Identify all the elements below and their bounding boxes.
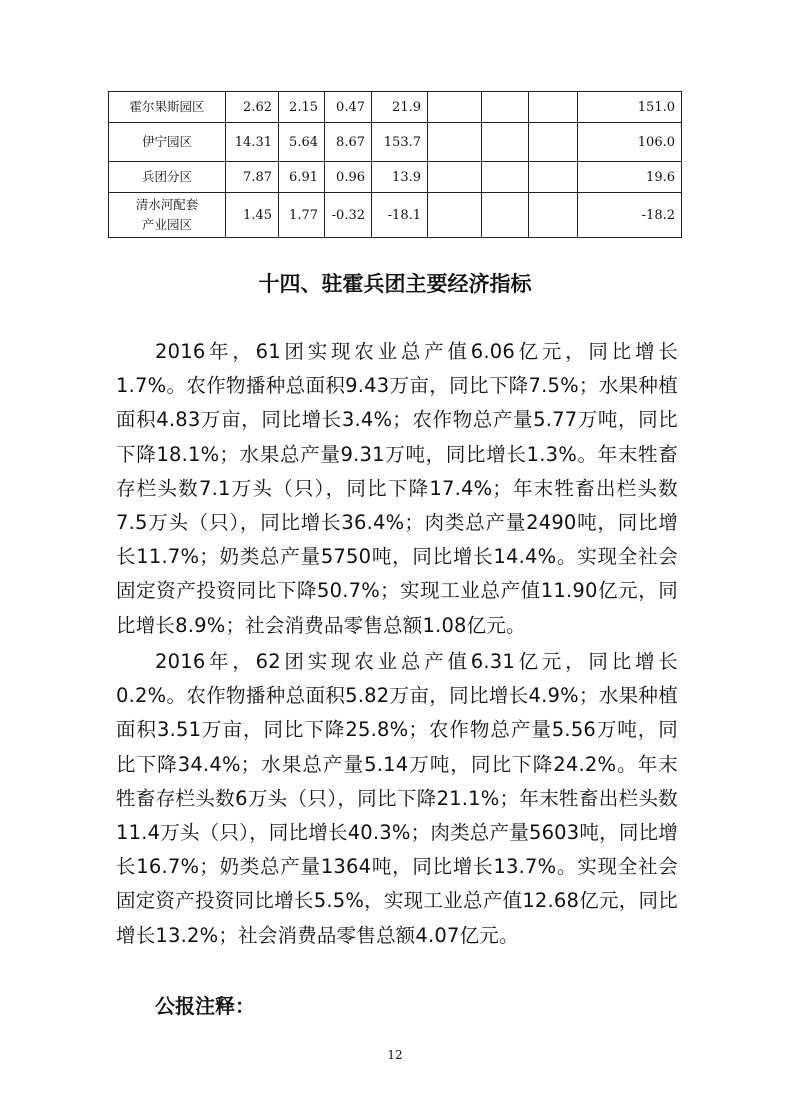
table-cell: -0.32: [325, 193, 372, 238]
section-title: 十四、驻霍兵团主要经济指标: [258, 272, 532, 296]
table-cell: [482, 162, 529, 193]
table-cell: -18.2: [578, 193, 682, 238]
table-cell: [482, 123, 529, 162]
table-cell: 13.9: [372, 162, 428, 193]
statistics-table: [108, 91, 682, 238]
table-cell: [428, 92, 482, 123]
table-cell: 5.64: [279, 123, 325, 162]
table-cell: [529, 92, 578, 123]
table-cell: 6.91: [279, 162, 325, 193]
table-cell: 7.87: [226, 162, 279, 193]
table-cell: 106.0: [578, 123, 682, 162]
table-row: [109, 193, 682, 238]
table-cell: [529, 162, 578, 193]
paragraph-regiment-62: 2016年，62团实现农业总产值6.31亿元，同比增长0.2%。农作物播种总面积5.82万亩，同比增长4.9%；水果种植面积3.51万亩，同比下降25.8%；农作物总产量5.56万吨，同比下降34.4%；水果总产量5.14万吨，同比下降24.2%。年末牲畜存栏头数6万头（只），同比下降21.1%；年末牲畜出栏头数11.4万头（只），同比增长40.3%；肉类总产量5603吨，同比增长16.7%；奶类总产量1364吨，同比增长13.7%。实现全社会固定资产投资同比增长5.5%，实现工业总产值12.68亿元，同比增长13.2%；社会消费品零售总额4.07亿元。: [116, 650, 678, 947]
notes-heading: 公报注释：: [155, 994, 255, 1018]
row-name-cell: 伊宁园区: [109, 123, 226, 162]
table-cell: 151.0: [578, 92, 682, 123]
table-cell: [428, 162, 482, 193]
table-cell: 14.31: [226, 123, 279, 162]
table-cell: [482, 193, 529, 238]
table-row: [109, 123, 682, 162]
table-cell: [482, 92, 529, 123]
table-cell: [428, 123, 482, 162]
table-cell: 1.45: [226, 193, 279, 238]
page-number: 12: [387, 1048, 403, 1062]
table-cell: 1.77: [279, 193, 325, 238]
table-cell: 153.7: [372, 123, 428, 162]
row-name-cell: 兵团分区: [109, 162, 226, 193]
table-cell: [529, 193, 578, 238]
paragraph-regiment-61: 2016年，61团实现农业总产值6.06亿元，同比增长1.7%。农作物播种总面积9.43万亩，同比下降7.5%；水果种植面积4.83万亩，同比增长3.4%；农作物总产量5.77万吨，同比下降18.1%；水果总产量9.31万吨，同比增长1.3%。年末牲畜存栏头数7.1万头（只），同比下降17.4%；年末牲畜出栏头数7.5万头（只），同比增长36.4%；肉类总产量2490吨，同比增长11.7%；奶类总产量5750吨，同比增长14.4%。实现全社会固定资产投资同比下降50.7%；实现工业总产值11.90亿元，同比增长8.9%；社会消费品零售总额1.08亿元。: [116, 340, 678, 637]
table-cell: 21.9: [372, 92, 428, 123]
table-row: [109, 92, 682, 123]
table-cell: -18.1: [372, 193, 428, 238]
table-cell: 2.62: [226, 92, 279, 123]
table-cell: [529, 123, 578, 162]
row-name-cell: 清水河配套 产业园区: [109, 193, 226, 238]
table-cell: 2.15: [279, 92, 325, 123]
table-cell: 0.96: [325, 162, 372, 193]
row-name-cell: 霍尔果斯园区: [109, 92, 226, 123]
table-cell: 0.47: [325, 92, 372, 123]
table-row: [109, 162, 682, 193]
table-cell: [428, 193, 482, 238]
table-cell: 8.67: [325, 123, 372, 162]
table-cell: 19.6: [578, 162, 682, 193]
